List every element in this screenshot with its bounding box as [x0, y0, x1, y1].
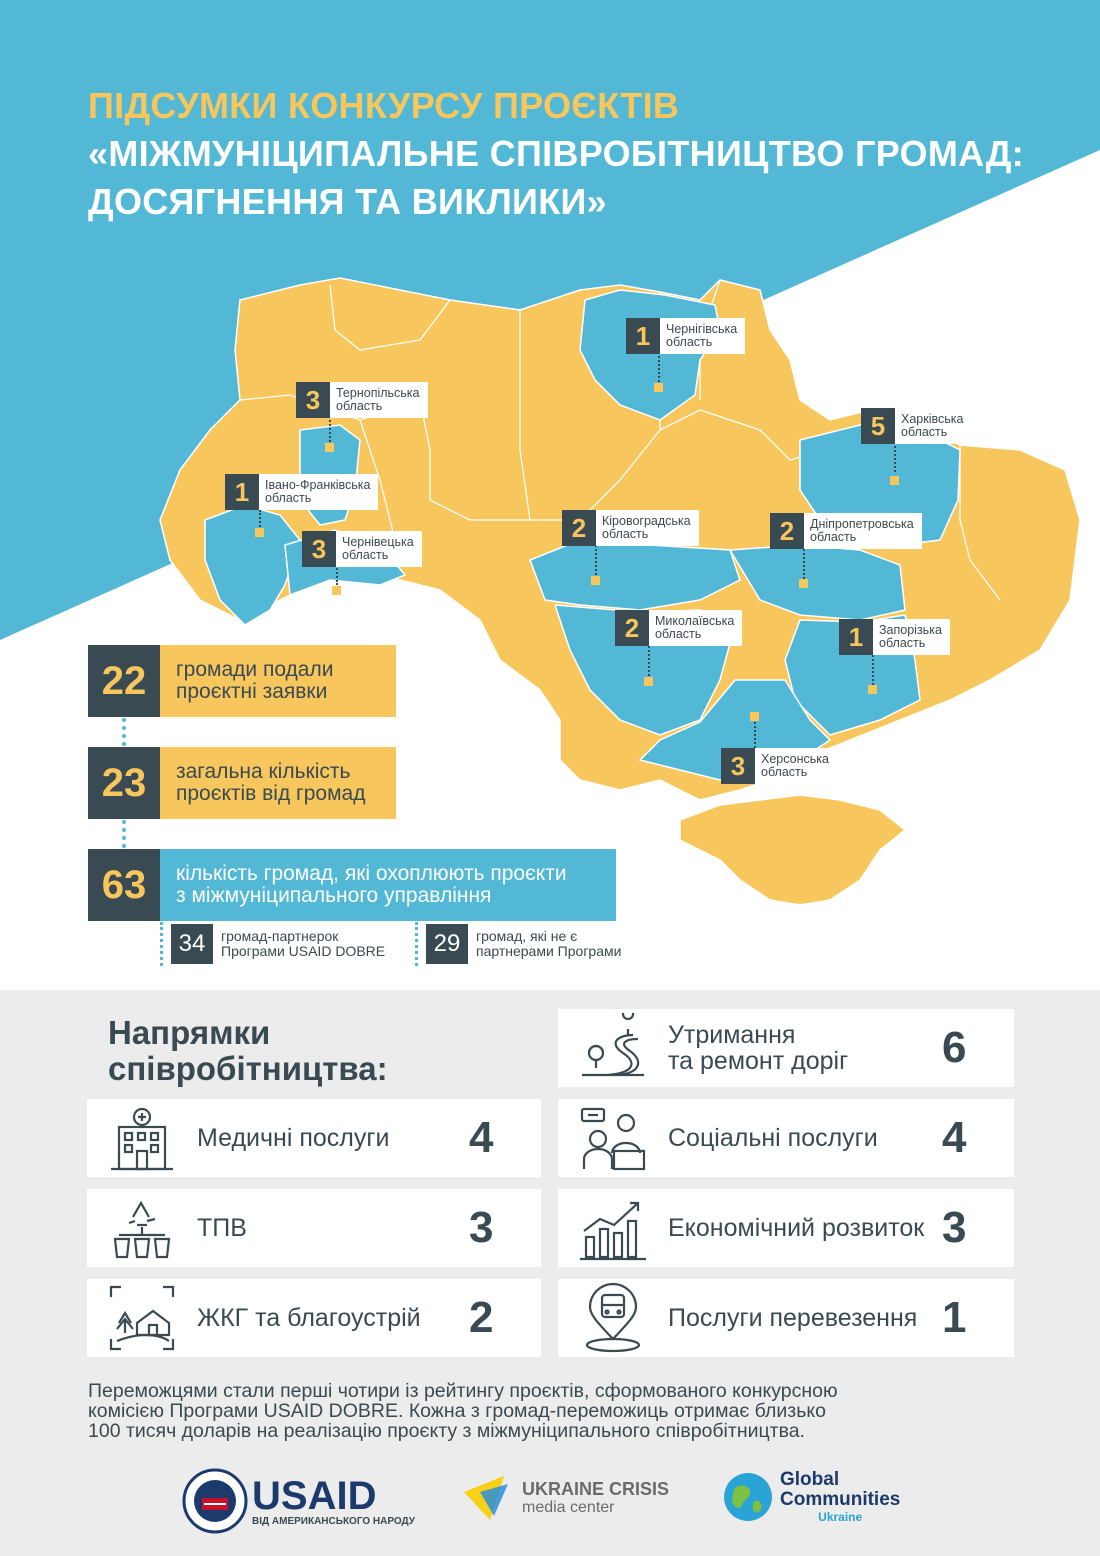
stat-desc-line1: громади подали — [176, 658, 334, 681]
global-communities-logo — [722, 1470, 900, 1524]
direction-label-line1: Послуги перевезення — [668, 1304, 918, 1332]
directions-title — [108, 1015, 388, 1087]
map-crimea — [680, 795, 905, 905]
region-count: 1 — [839, 619, 873, 655]
globe-icon — [722, 1471, 774, 1523]
map-marker — [591, 576, 600, 585]
footer-line2: комісією Програми USAID DOBRE. Кожна з громад-переможиць отримає близько — [88, 1400, 826, 1422]
region-label-ivano-frankivsk — [225, 474, 378, 510]
substat-value: 29 — [426, 924, 468, 964]
direction-card-roads — [558, 1009, 1014, 1087]
direction-label-line2: та ремонт доріг — [668, 1047, 849, 1075]
growth-chart-icon — [558, 1189, 668, 1267]
usaid-wordmark: USAID — [252, 1473, 377, 1518]
region-count: 1 — [626, 318, 660, 354]
region-type: область — [666, 335, 713, 349]
region-type: область — [602, 527, 649, 541]
region-count: 2 — [615, 610, 649, 646]
stat-communities — [88, 849, 616, 921]
substat-partners — [160, 922, 385, 966]
region-label-kharkiv — [861, 408, 971, 444]
stat-connector — [122, 718, 126, 746]
social-services-icon — [558, 1099, 668, 1177]
stat-value: 23 — [88, 747, 160, 819]
connector-line — [648, 646, 650, 676]
map-marker — [890, 476, 899, 485]
direction-card-transport — [558, 1279, 1014, 1357]
ucmc-wordmark: UKRAINE CRISIS — [522, 1479, 670, 1499]
region-name: Миколаївська — [655, 614, 735, 628]
map-marker — [332, 586, 341, 595]
stat-value: 63 — [88, 849, 160, 921]
connector-line — [872, 655, 874, 685]
directions-title-line1: Напрямки — [108, 1014, 271, 1051]
footer-line3: 100 тисяч доларів на реалізацію проєкту з міжмуніципального співробітництва. — [88, 1420, 805, 1442]
substat-line2: Програми USAID DOBRE — [221, 943, 386, 959]
stat-desc-line1: кількість громад, які охоплюють проєкти — [176, 862, 567, 885]
region-name: Тернопільська — [336, 386, 420, 400]
direction-label-line1: Соціальні послуги — [668, 1124, 878, 1152]
region-name: Чернівецька — [342, 535, 414, 549]
connector-line — [894, 442, 896, 472]
direction-count: 1 — [942, 1293, 967, 1342]
usaid-seal-icon — [182, 1468, 248, 1534]
region-count: 3 — [302, 531, 336, 567]
stat-projects — [88, 747, 396, 819]
usaid-tagline: ВІД АМЕРИКАНСЬКОГО НАРОДУ — [252, 1515, 416, 1527]
stat-desc-line2: з міжмуніципального управління — [176, 884, 492, 907]
title-line-1: ПІДСУМКИ КОНКУРСУ ПРОЄКТІВ — [88, 85, 680, 126]
region-count: 1 — [225, 474, 259, 510]
recycling-icon — [87, 1189, 197, 1267]
stat-desc-line2: проєктні заявки — [176, 680, 328, 703]
ucmc-triangle-icon — [460, 1470, 516, 1526]
direction-card-social — [558, 1099, 1014, 1177]
title-line-3: ДОСЯГНЕННЯ ТА ВИКЛИКИ» — [88, 181, 607, 222]
direction-card-housing — [87, 1279, 541, 1357]
region-type: область — [342, 548, 389, 562]
stat-connector — [122, 820, 126, 848]
connector-line — [803, 549, 805, 579]
direction-label-line1: Утримання — [668, 1021, 796, 1049]
region-name: Харківська — [901, 412, 964, 426]
region-name: Івано-Франківська — [265, 478, 371, 492]
connector-line — [259, 510, 261, 530]
region-name: Херсонська — [761, 752, 829, 766]
region-type: область — [655, 627, 702, 641]
footer-line1: Переможцями стали перші чотири із рейтингу проєктів, сформованого конкурсною — [88, 1380, 838, 1402]
region-label-kirovohrad — [562, 510, 699, 546]
region-name: Запорізька — [879, 623, 942, 637]
direction-label-line1: ЖКГ та благоустрій — [197, 1304, 421, 1332]
connector-line — [329, 416, 331, 446]
direction-count: 2 — [469, 1293, 494, 1342]
direction-count: 4 — [942, 1113, 967, 1162]
connector-line — [754, 722, 756, 748]
direction-count: 3 — [469, 1203, 494, 1252]
direction-card-waste — [87, 1189, 541, 1267]
region-name: Дніпропетровська — [810, 517, 914, 531]
direction-count: 4 — [469, 1113, 494, 1162]
region-label-ternopil — [296, 382, 428, 418]
map-marker — [799, 579, 808, 588]
region-type: область — [901, 425, 948, 439]
region-label-zaporizhzhia — [839, 619, 950, 655]
region-type: область — [265, 491, 312, 505]
gc-sub: Ukraine — [818, 1510, 863, 1524]
region-name: Кіровоградська — [602, 514, 691, 528]
region-count: 3 — [296, 382, 330, 418]
map-marker — [750, 712, 759, 721]
region-name: Чернігівська — [666, 322, 738, 336]
connector-line — [658, 352, 660, 382]
housing-landscaping-icon — [87, 1279, 197, 1357]
region-label-chernihiv — [626, 318, 745, 354]
region-type: область — [336, 399, 383, 413]
stat-applications — [88, 645, 396, 717]
footer-text — [88, 1381, 1028, 1441]
substat-nonpartners — [415, 922, 621, 966]
stat-desc-line2: проєктів від громад — [176, 782, 366, 805]
direction-label-line1: Медичні послуги — [197, 1124, 390, 1152]
usaid-logo — [182, 1468, 415, 1534]
direction-card-medical — [87, 1099, 541, 1177]
region-label-mykolaiv — [615, 610, 742, 646]
stat-value: 22 — [88, 645, 160, 717]
region-count: 3 — [721, 748, 755, 784]
road-pin-icon — [558, 1009, 668, 1087]
hospital-icon — [87, 1099, 197, 1177]
region-label-dnipro — [770, 513, 922, 549]
stat-desc-line1: загальна кількість — [176, 760, 351, 783]
direction-count: 3 — [942, 1203, 967, 1252]
gc-wordmark-1: Global — [780, 1469, 840, 1490]
direction-count: 6 — [942, 1023, 967, 1072]
ucmc-sub: media center — [522, 1499, 615, 1516]
directions-title-line2: співробітництва: — [108, 1050, 388, 1087]
title-line-2: «МІЖМУНІЦИПАЛЬНЕ СПІВРОБІТНИЦТВО ГРОМАД: — [88, 133, 1025, 174]
connector-line — [336, 565, 338, 585]
bus-pin-icon — [558, 1279, 668, 1357]
ucmc-logo — [460, 1470, 669, 1526]
region-count: 2 — [562, 510, 596, 546]
connector-line — [595, 545, 597, 575]
direction-card-economy — [558, 1189, 1014, 1267]
substat-line1: громад, які не є — [476, 928, 578, 944]
map-marker — [654, 383, 663, 392]
direction-label-line1: Економічний розвиток — [668, 1214, 925, 1242]
region-type: область — [879, 636, 926, 650]
region-count: 5 — [861, 408, 895, 444]
region-count: 2 — [770, 513, 804, 549]
region-type: область — [810, 530, 857, 544]
region-label-kherson — [721, 748, 837, 784]
substat-line2: партнерами Програми — [476, 943, 622, 959]
map-marker — [644, 677, 653, 686]
region-type: область — [761, 765, 808, 779]
substat-value: 34 — [171, 924, 213, 964]
substat-line1: громад-партнерок — [221, 928, 339, 944]
region-label-chernivtsi — [302, 531, 422, 567]
map-marker — [255, 528, 264, 537]
direction-label-line1: ТПВ — [197, 1214, 247, 1242]
map-marker — [325, 443, 334, 452]
map-marker — [868, 685, 877, 694]
gc-wordmark-2: Communities — [780, 1489, 901, 1510]
